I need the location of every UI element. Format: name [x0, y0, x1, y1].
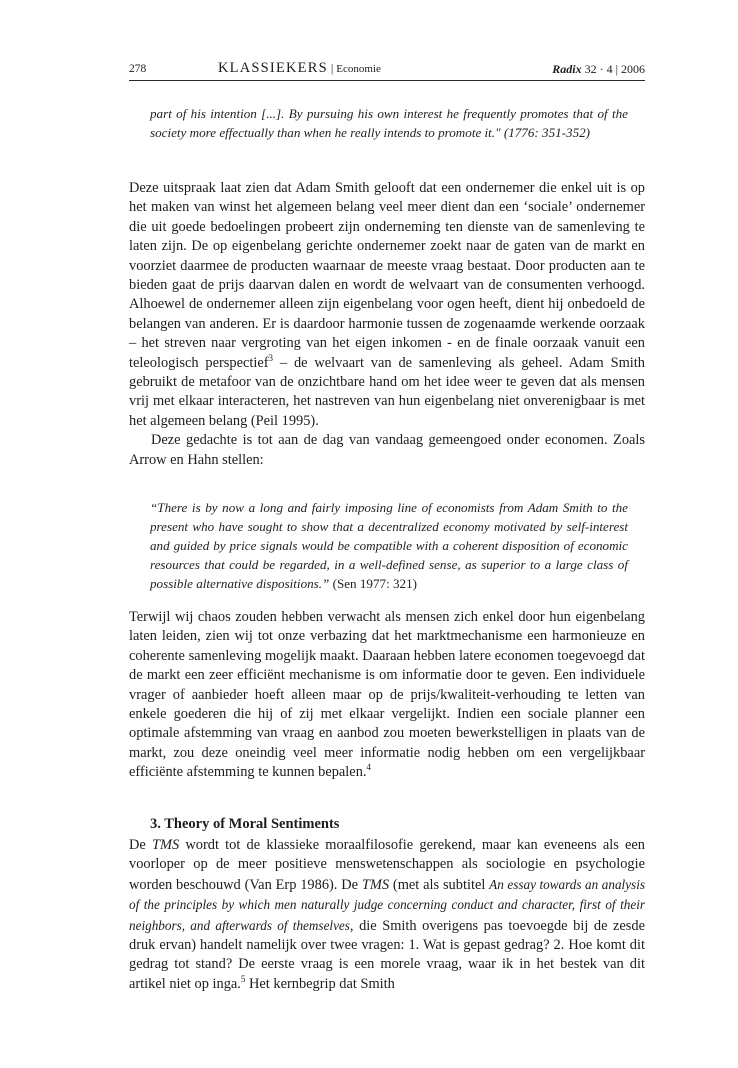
tms-subtitle: An essay towards an analysis of the principles by which men naturally judge concerning conduct and character, first of their neighbors, and afterwards of themselves: [129, 876, 645, 933]
body-text-2: [129, 608, 645, 783]
section-title: KLASSIEKERS: [218, 60, 328, 76]
journal-issue: 32 · 4 | 2006: [584, 62, 645, 76]
block-quote-sen: [150, 498, 628, 593]
tms-abbrev: TMS: [361, 876, 390, 893]
paragraph-text: Terwijl wij chaos zouden hebben verwacht als mensen zich enkel door hun eigenbelang laten leiden, zien wij tot onze verbazing dat het marktmechanisme een harmonieuze en coherente samenleving mogelijk maakt. Daaraan hebben latere economen toegevoegd dat de markt een zeer efficiënt mechanisme is om informatie door te geven. Een individuele vrager of aanbieder hoeft alleen maar op de prijs/kwaliteit-verhouding te letten van enkele goederen die hij of zij met elkaar vergelijkt. Indien een sociale planner een optimale afstemming van vraag en aanbod zou moeten bewerkstelligen in plaats van de markt, zou deze oneindig veel meer informatie nodig hebben om een vergelijkbaar efficiënte afstemming te kunnen bepalen.: [129, 609, 645, 781]
footnote-ref: 3: [268, 352, 274, 363]
quote-text: part of his intention [...]. By pursuing his own interest he frequently promotes that of the society more effectually than when he really intends to promote it." (1776: 351-352): [150, 106, 628, 140]
paragraph-text: (met als subtitel: [389, 876, 490, 893]
paragraph-tms: [129, 836, 645, 994]
section-label: [218, 60, 381, 77]
body-text-1: [129, 179, 645, 470]
body-text-3: [129, 836, 645, 994]
paragraph-text: De: [129, 837, 152, 853]
paragraph-arrow-hahn: Deze gedachte is tot aan de dag van vandaag gemeengoed onder economen. Zoals Arrow en Hahn stellen:: [129, 432, 645, 468]
journal-name: Radix: [552, 62, 582, 76]
quote-citation: (Sen 1977: 321): [329, 576, 417, 591]
quote-body: “There is by now a long and fairly imposing line of economists from Adam Smith to the present who have sought to show that a decentralized economy motivated by self-interest and guided by price signals would be compatible with a coherent disposition of economic resources that could be regarded, in a well-defined sense, as superior to a large class of possible alternative dispositions.”: [150, 500, 628, 591]
paragraph-text: Deze uitspraak laat zien dat Adam Smith gelooft dat een ondernemer die enkel uit is op het maken van winst het algemeen belang veel meer dient dan een ‘sociale’ ondernemer die uit goede bedoelingen probeert zijn onderneming ten dienste van de samenleving te laten zijn. De op eigenbelang gerichte ondernemer zoekt naar de gaten van de markt en voorziet daarmee de producten waarnaar de meeste vraag bestaat. Door producten aan te bieden gaat de prijs daarvan dalen en wordt de welvaart van de consumenten verhoogd. Alhoewel de ondernemer alleen zijn eigenbelang voor ogen heeft, dient hij onbedoeld de belangen van anderen. Er is daardoor harmonie tussen de zogenaamde werkende oorzaak – het streven naar vergroting van het eigen inkomen - en de finale oorzaak vanuit een teleologisch perspectief: [129, 180, 645, 371]
header-separator: |: [330, 61, 334, 75]
paragraph-invisible-hand: [129, 179, 645, 431]
footnote-ref: 4: [366, 762, 371, 773]
paragraph-text: , die Smith overigens pas toevoegde bij de zesde druk ervan) handelt namelijk over twee vragen: 1. Wat is gepast gedrag? 2. Hoe komt dit gedrag tot stand? De eerste vraag is een morele vraag, waar ik in het bestek van dit artikel niet op inga.: [129, 917, 645, 992]
paragraph-text: Het kernbegrip dat Smith: [245, 975, 395, 992]
paragraph-text: – de welvaart van de samenleving als geheel. Adam Smith gebruikt de metafoor van de onzichtbare hand om het idee weer te geven dat als mensen vrij met elkaar interacteren, het nastreven van hun eigenbelang niet onverenigbaar is met het algemeen belang (Peil 1995).: [129, 354, 645, 429]
block-quote-smith: [150, 104, 628, 142]
tms-abbrev: TMS: [151, 837, 180, 853]
paragraph-market-mechanism: [129, 608, 645, 783]
section-heading: 3. Theory of Moral Sentiments: [150, 816, 340, 832]
running-header: [129, 58, 645, 81]
quote-text: [150, 498, 628, 593]
page-number: 278: [129, 63, 147, 75]
section-subject: Economie: [336, 63, 381, 75]
footnote-ref: 5: [240, 974, 246, 985]
paragraph-text: wordt tot de klassieke moraalfilosofie gerekend, maar kan eveneens als een voorloper op de meer positieve menswetenschappen als sociologie en psychologie worden beschouwd (Van Erp 1986). De: [129, 837, 645, 893]
journal-label: [552, 62, 645, 77]
